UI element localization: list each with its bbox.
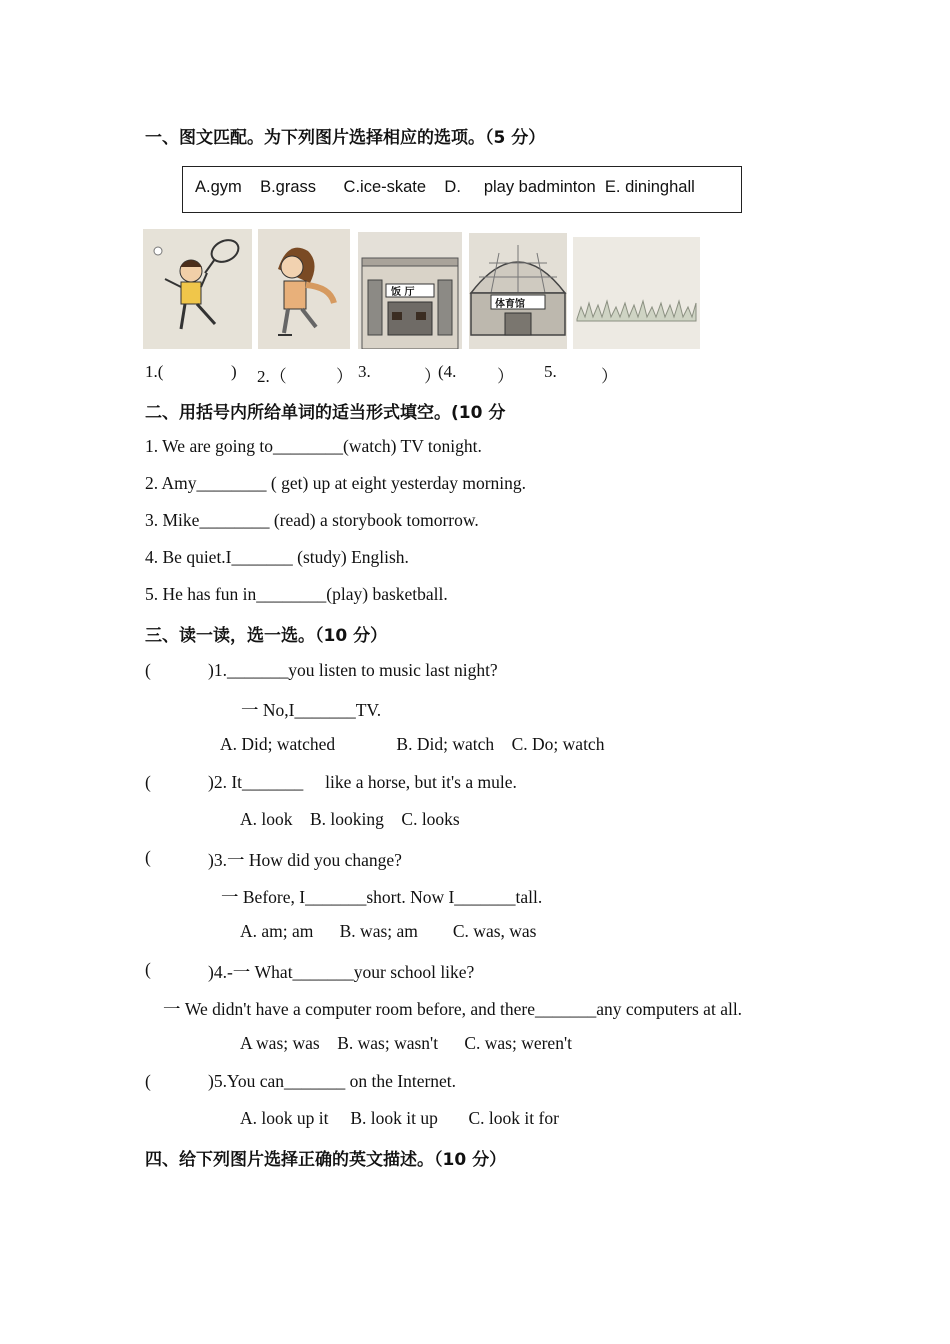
question-1-stem: )1._______you listen to music last night? — [208, 660, 498, 680]
answer-label-2-close: ） — [336, 367, 353, 386]
question-5-options: A. look up it B. look it up C. look it for — [240, 1108, 559, 1128]
dining-hall-icon — [358, 232, 462, 349]
section4-title: 四、给下列图片选择正确的英文描述。（10 分） — [145, 1150, 507, 1170]
fill-blank-item-1: 1. We are going to________(watch) TV tonight. — [145, 436, 482, 456]
answer-label-1-close: ) — [231, 362, 237, 381]
question-2-paren: ( — [145, 772, 151, 792]
answer-label-5-close: ） — [601, 367, 618, 386]
question-3-paren: ( — [145, 847, 151, 867]
question-1-reply: 一 No,I_______TV. — [241, 700, 382, 720]
answer-label-4-open: (4. — [438, 362, 457, 381]
gym-building-icon — [469, 233, 567, 349]
fill-blank-item-2: 2. Amy________ ( get) up at eight yesterday morning. — [145, 473, 527, 493]
question-1-paren: ( — [145, 660, 151, 680]
badminton-boy-icon — [143, 229, 252, 349]
question-5-paren: ( — [145, 1071, 151, 1091]
answer-label-1-open: 1.( — [145, 362, 164, 381]
question-4-paren: ( — [145, 959, 151, 979]
question-2-stem: )2. It_______ like a horse, but it's a mule. — [208, 772, 517, 792]
section2-title: 二、用括号内所给单词的适当形式填空。(10 分 — [145, 403, 506, 423]
ice-skating-girl-icon — [258, 229, 350, 349]
question-3-options: A. am; am B. was; am C. was, was — [240, 921, 537, 941]
answer-label-5-open: 5. — [544, 362, 557, 381]
fill-blank-item-5: 5. He has fun in________(play) basketball. — [145, 584, 448, 604]
section3-title: 三、读一读，选一选。（10 分） — [145, 626, 388, 646]
question-3-stem: )3.一 How did you change? — [208, 850, 402, 870]
question-4-options: A was; was B. was; wasn't C. was; weren't — [240, 1033, 572, 1053]
fill-blank-item-4: 4. Be quiet.I_______ (study) English. — [145, 547, 409, 567]
answer-label-3-close: ） — [424, 367, 441, 386]
question-1-options: A. Did; watched B. Did; watch C. Do; watch — [220, 734, 605, 754]
dining-hall-sign: 饭 厅 — [391, 287, 415, 298]
question-4-reply: 一 We didn't have a computer room before, and there_______any computers at all. — [163, 999, 743, 1019]
options-text: A.gym B.grass C.ice-skate D. play badminton E. dininghall — [195, 178, 695, 196]
options-box — [182, 166, 742, 213]
fill-blank-item-3: 3. Mike________ (read) a storybook tomorrow. — [145, 510, 479, 530]
grass-icon — [573, 237, 700, 349]
answer-label-3-open: 3. — [358, 362, 371, 381]
gym-sign: 体育馆 — [495, 299, 525, 310]
question-2-options: A. look B. looking C. looks — [240, 809, 460, 829]
question-5-stem: )5.You can_______ on the Internet. — [208, 1071, 457, 1091]
question-3-reply: 一 Before, I_______short. Now I_______tall. — [221, 887, 543, 907]
section1-title: 一、图文匹配。为下列图片选择相应的选项。（5 分） — [145, 128, 546, 148]
answer-label-4-close: ） — [497, 367, 514, 386]
answer-label-2-open: 2.（ — [257, 367, 287, 386]
question-4-stem: )4.-一 What_______your school like? — [208, 962, 475, 982]
